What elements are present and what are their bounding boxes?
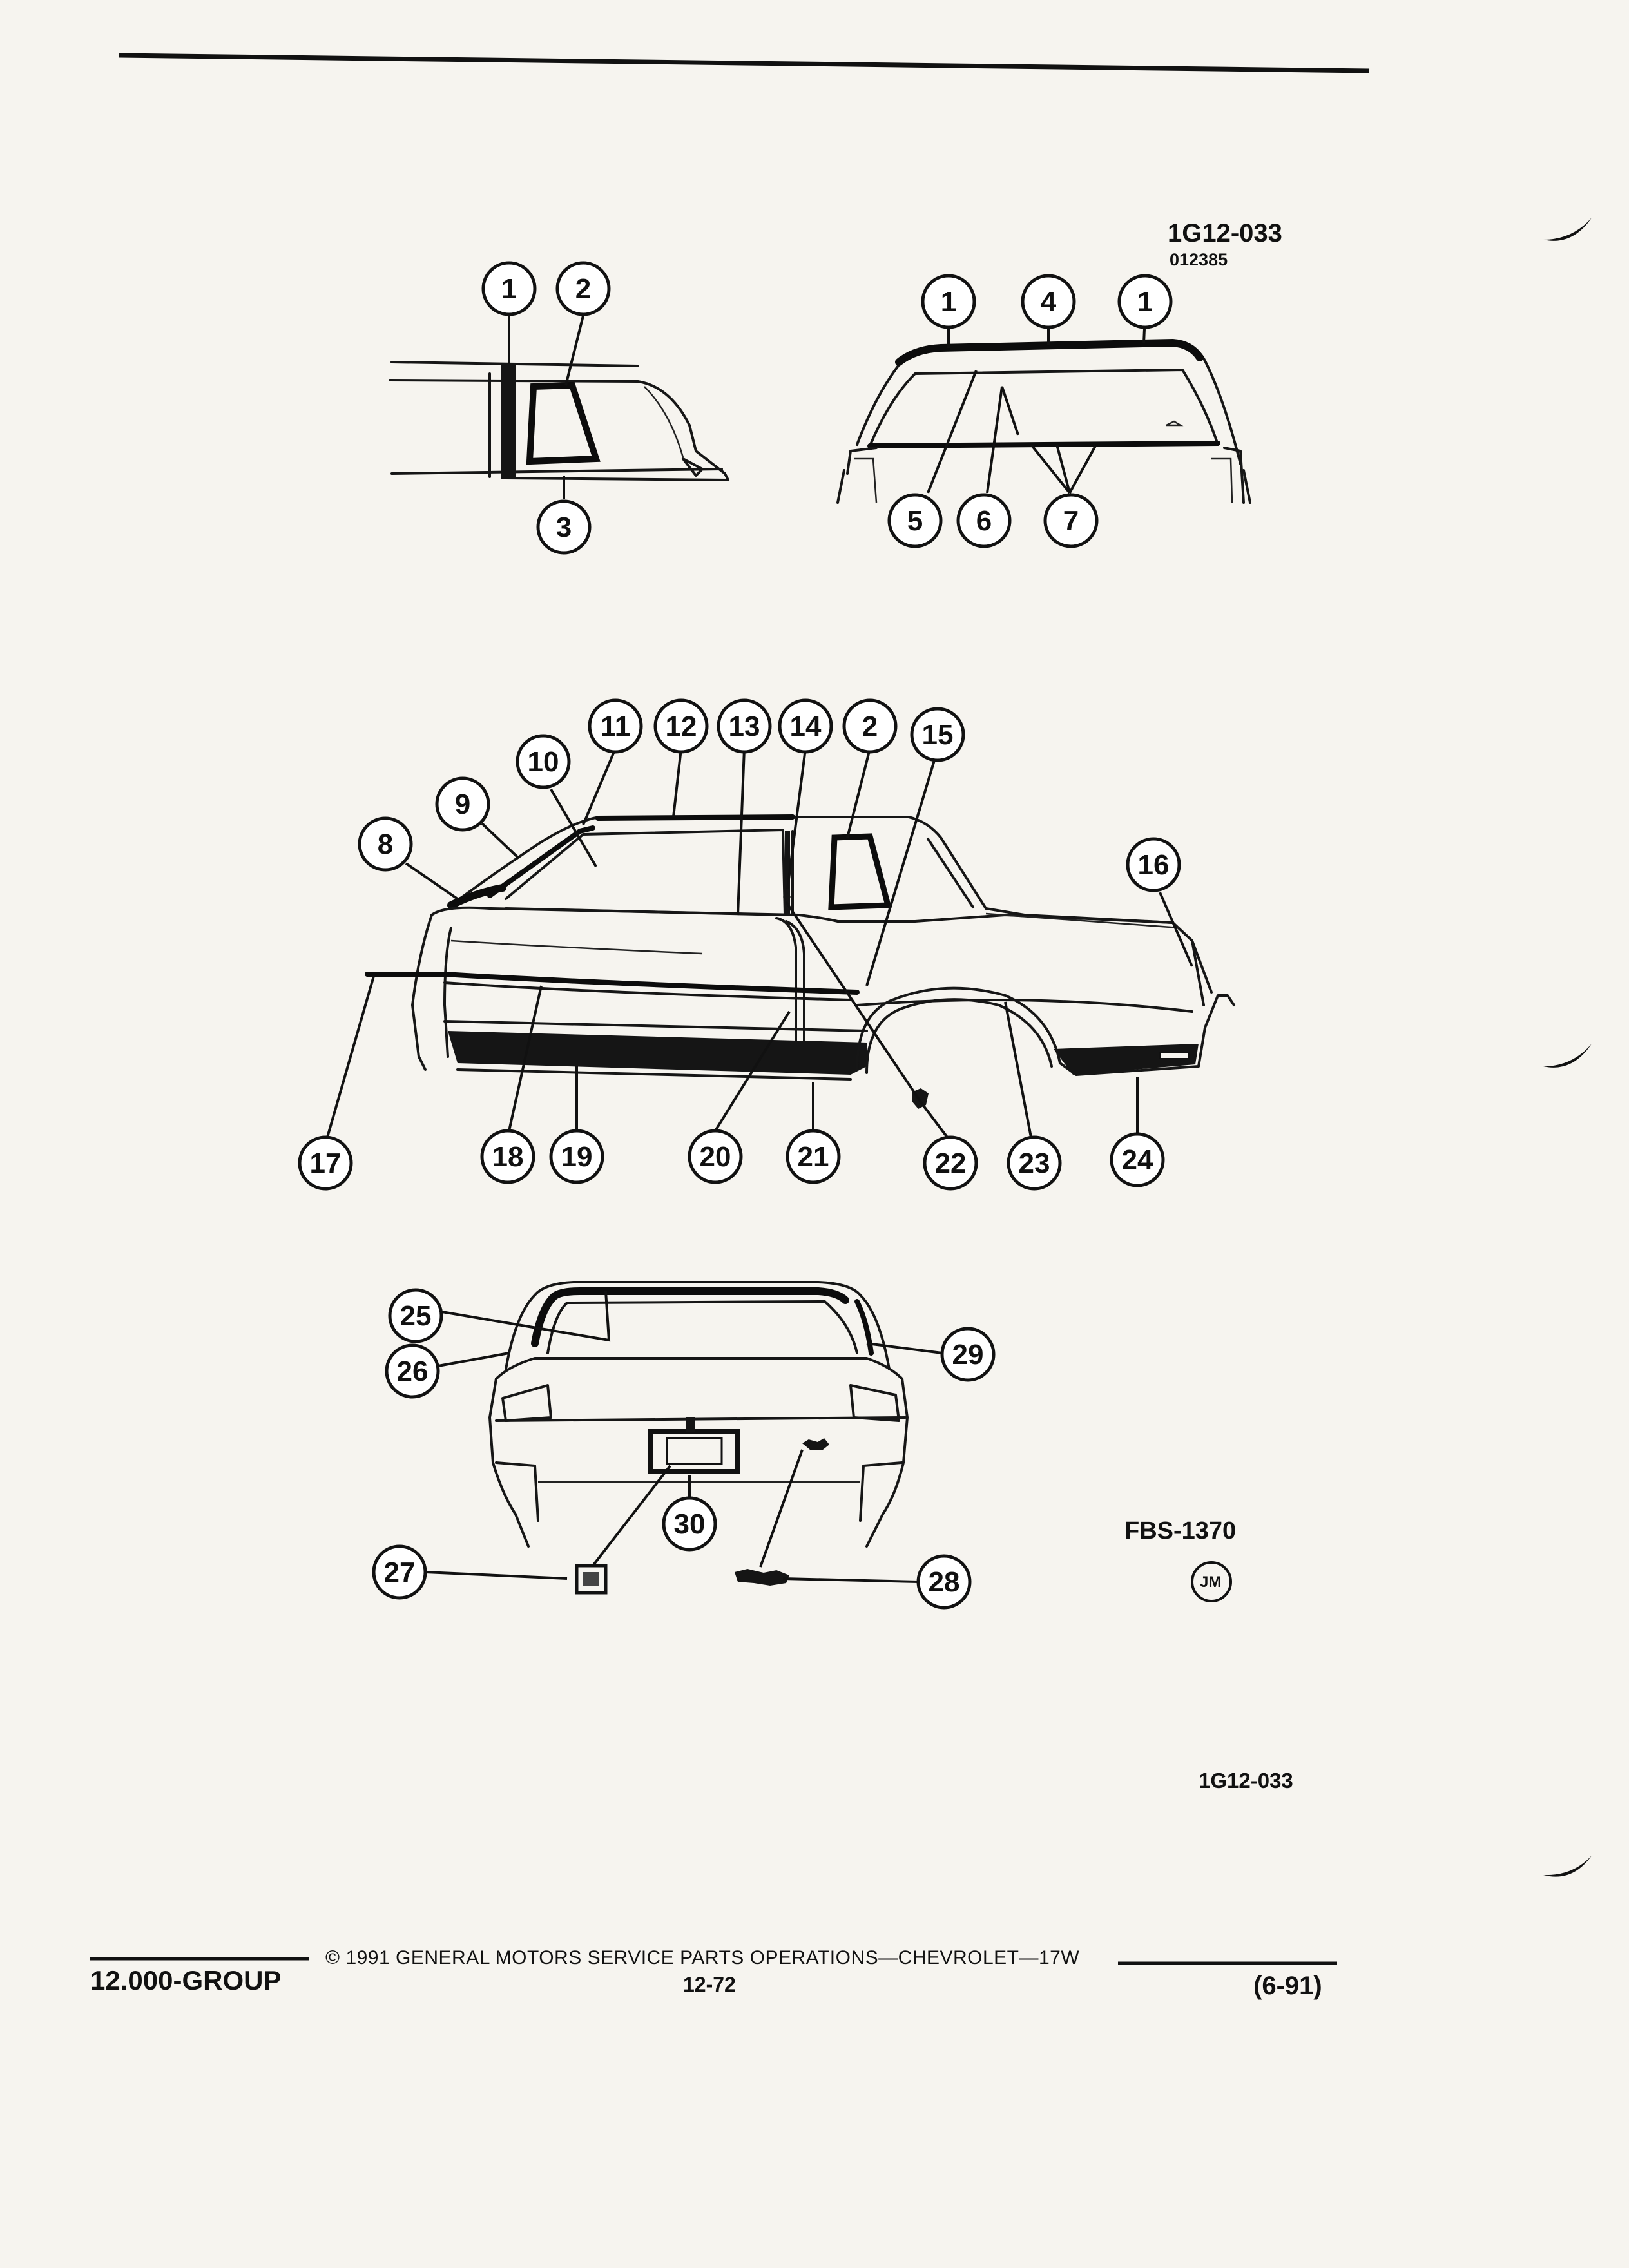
callout-26	[387, 1345, 438, 1397]
footer-group: 12.000-GROUP	[90, 1965, 282, 1995]
callout-21-text: 21	[797, 1141, 829, 1173]
callout-3-text: 3	[555, 512, 572, 543]
callout-1	[1119, 276, 1171, 327]
callout-17	[300, 1137, 351, 1189]
callout-4	[1023, 276, 1074, 327]
callout-11-text: 11	[600, 711, 631, 742]
callout-17-text: 17	[309, 1148, 342, 1179]
callout-23-text: 23	[1018, 1148, 1050, 1179]
callout-19	[551, 1131, 602, 1182]
footer-revision: (6-91)	[1253, 1972, 1322, 2000]
callout-7-text: 7	[1063, 505, 1079, 537]
callout-14-text: 14	[789, 711, 822, 742]
callout-25-text: 25	[400, 1300, 432, 1332]
callout-1-text: 1	[940, 286, 957, 318]
figure-code: 1G12-033	[1168, 219, 1282, 247]
callout-6	[958, 495, 1010, 546]
callout-15-text: 15	[921, 719, 954, 751]
callout-13-text: 13	[728, 711, 760, 742]
callout-1-text: 1	[501, 273, 517, 305]
callout-2	[844, 700, 896, 752]
callout-18-text: 18	[492, 1141, 524, 1173]
callout-2-text: 2	[862, 711, 878, 742]
car-side-view	[367, 817, 1234, 1109]
callout-27	[374, 1546, 425, 1598]
callout-28-text: 28	[928, 1566, 960, 1598]
callout-20	[689, 1131, 741, 1182]
callout-5-text: 5	[907, 505, 923, 537]
callout-20-text: 20	[699, 1141, 731, 1173]
figure-code-bottom: 1G12-033	[1199, 1769, 1293, 1792]
callout-1-text: 1	[1137, 286, 1153, 318]
callout-3	[538, 501, 590, 553]
callout-29-text: 29	[952, 1339, 984, 1370]
footer-copyright: © 1991 GENERAL MOTORS SERVICE PARTS OPERATIONS—CHEVROLET—17W	[325, 1947, 1080, 1968]
callout-30	[664, 1498, 715, 1550]
callout-21	[787, 1131, 839, 1182]
binding-mark-bottom	[1543, 1856, 1592, 1877]
callout-29	[942, 1329, 994, 1380]
callout-8-text: 8	[377, 829, 394, 860]
callout-8	[360, 818, 411, 870]
callout-22-text: 22	[934, 1148, 967, 1179]
callout-27-text: 27	[383, 1557, 416, 1588]
binding-mark-middle	[1543, 1044, 1592, 1068]
callout-12	[655, 700, 707, 752]
artist-mark: JM	[1200, 1573, 1222, 1591]
callout-10-text: 10	[527, 746, 559, 778]
callout-24	[1112, 1134, 1163, 1186]
binding-mark-top	[1543, 218, 1592, 241]
callout-1	[923, 276, 974, 327]
callout-24-text: 24	[1121, 1144, 1153, 1176]
callout-7	[1045, 495, 1097, 546]
figure-date: 012385	[1170, 250, 1228, 269]
callout-16	[1128, 839, 1179, 890]
callout-6-text: 6	[976, 505, 992, 537]
callout-9	[437, 778, 488, 830]
footer-page-number: 12-72	[683, 1973, 736, 1996]
callout-10	[517, 736, 569, 787]
callout-18	[482, 1131, 534, 1182]
callout-30-text: 30	[673, 1508, 706, 1540]
roof-side-view	[390, 362, 728, 480]
callout-9-text: 9	[454, 789, 471, 820]
callout-1	[483, 263, 535, 314]
callout-2	[557, 263, 609, 314]
top-rule	[119, 55, 1369, 71]
callout-22	[925, 1137, 976, 1189]
callout-2-text: 2	[575, 273, 592, 305]
callout-12-text: 12	[665, 711, 697, 742]
callout-25	[390, 1290, 441, 1341]
callout-19-text: 19	[561, 1141, 593, 1173]
callout-26-text: 26	[396, 1356, 429, 1387]
callout-4-text: 4	[1040, 286, 1057, 318]
rear-window-view	[838, 341, 1250, 503]
callout-13	[718, 700, 770, 752]
callout-28	[918, 1556, 970, 1608]
callout-11	[590, 700, 641, 752]
callout-16-text: 16	[1137, 849, 1170, 881]
callout-5	[889, 495, 941, 546]
callout-15	[912, 709, 963, 760]
callout-14	[780, 700, 831, 752]
callout-23	[1008, 1137, 1060, 1189]
fbs-code: FBS-1370	[1124, 1517, 1237, 1544]
